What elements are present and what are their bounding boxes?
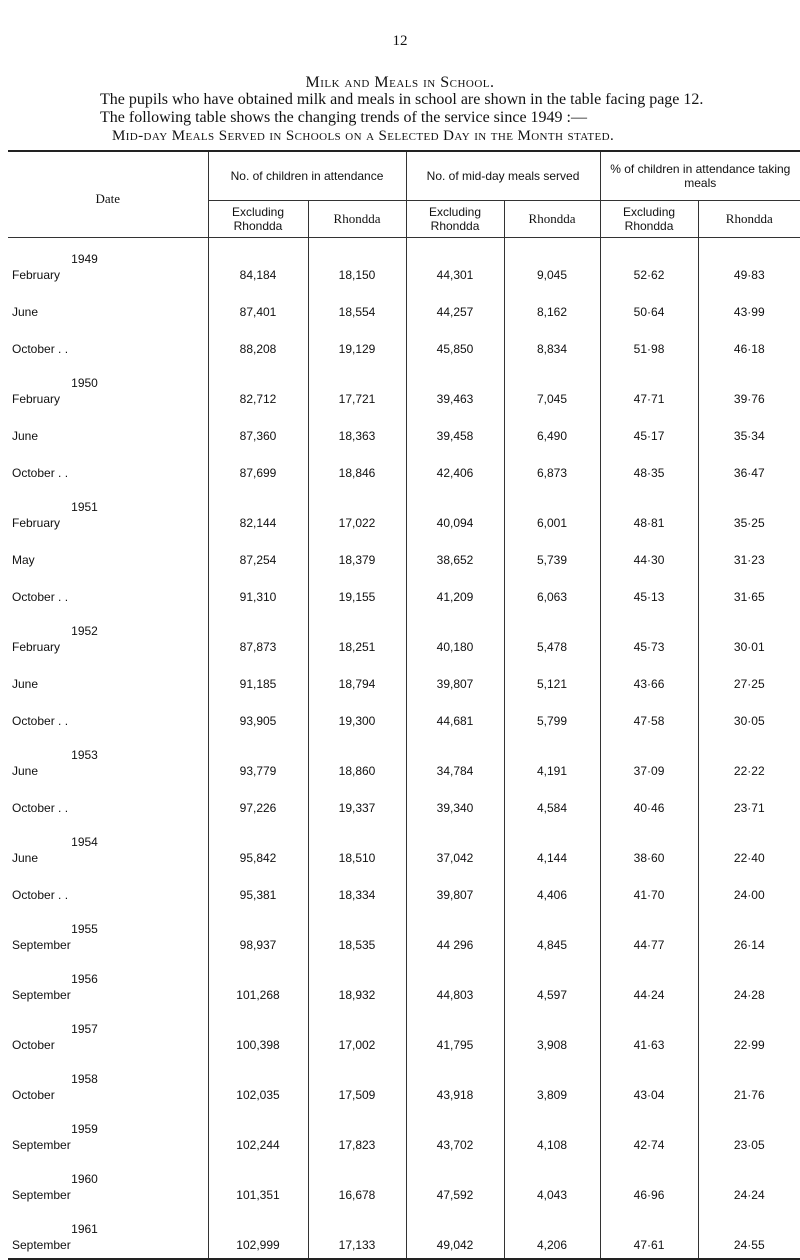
month-label: September [12,1188,71,1202]
attendance-excl-rhondda-cell: 91,310 [208,573,308,610]
percent-excl-rhondda-cell: 51·98 [600,325,698,362]
meals-excl-rhondda-cell: 44,681 [406,697,504,734]
month-label: October . . [12,888,69,902]
month-label: February [12,640,61,654]
date-cell [8,573,208,610]
date-cell [8,412,208,449]
percent-excl-rhondda-cell: 45·17 [600,412,698,449]
meals-excl-rhondda-cell: 44,257 [406,288,504,325]
attendance-excl-rhondda-cell: 101,351 [208,1158,308,1208]
attendance-excl-rhondda-cell: 102,244 [208,1108,308,1158]
year-label: 1950 [71,376,98,390]
meals-excl-rhondda-cell: 44,301 [406,238,504,288]
year-label: 1949 [71,252,98,266]
year-label: 1953 [71,748,98,762]
attendance-excl-rhondda-cell: 102,035 [208,1058,308,1108]
meals-excl-rhondda-cell: 40,094 [406,486,504,536]
table-row [8,660,800,697]
meals-excl-rhondda-cell: 44 296 [406,908,504,958]
month-label: June [12,851,39,865]
attendance-rhondda-cell: 18,363 [308,412,406,449]
meals-excl-rhondda-cell: 39,807 [406,660,504,697]
attendance-excl-rhondda-cell: 87,699 [208,449,308,486]
attendance-rhondda-cell: 17,133 [308,1208,406,1258]
header-rhondda: Rhondda [504,201,600,238]
percent-rhondda-cell: 21·76 [698,1058,800,1108]
meals-excl-rhondda-cell: 38,652 [406,536,504,573]
meals-excl-rhondda-cell: 43,918 [406,1058,504,1108]
date-cell [8,362,208,412]
attendance-rhondda-cell: 19,337 [308,784,406,821]
table-row [8,871,800,908]
year-label: 1961 [71,1222,98,1236]
attendance-rhondda-cell: 18,932 [308,958,406,1008]
percent-excl-rhondda-cell: 45·13 [600,573,698,610]
meals-rhondda-cell: 5,478 [504,610,600,660]
meals-excl-rhondda-cell: 41,209 [406,573,504,610]
percent-excl-rhondda-cell: 42·74 [600,1108,698,1158]
meals-excl-rhondda-cell: 42,406 [406,449,504,486]
header-date: Date [95,191,121,206]
percent-rhondda-cell: 24·24 [698,1158,800,1208]
percent-rhondda-cell: 39·76 [698,362,800,412]
meals-excl-rhondda-cell: 39,458 [406,412,504,449]
table-row [8,573,800,610]
attendance-rhondda-cell: 18,379 [308,536,406,573]
header-rhondda: Rhondda [308,201,406,238]
page-number: 12 [392,33,408,49]
attendance-excl-rhondda-cell: 88,208 [208,325,308,362]
date-cell [8,536,208,573]
table-row [8,362,800,412]
attendance-rhondda-cell: 19,300 [308,697,406,734]
attendance-excl-rhondda-cell: 91,185 [208,660,308,697]
percent-rhondda-cell: 35·34 [698,412,800,449]
meals-rhondda-cell: 8,162 [504,288,600,325]
attendance-excl-rhondda-cell: 84,184 [208,238,308,288]
date-cell [8,486,208,536]
percent-rhondda-cell: 35·25 [698,486,800,536]
percent-excl-rhondda-cell: 44·77 [600,908,698,958]
month-label: June [12,429,39,443]
percent-excl-rhondda-cell: 47·58 [600,697,698,734]
percent-excl-rhondda-cell: 44·30 [600,536,698,573]
attendance-excl-rhondda-cell: 95,381 [208,871,308,908]
percent-rhondda-cell: 24·00 [698,871,800,908]
table-row [8,449,800,486]
meals-excl-rhondda-cell: 34,784 [406,734,504,784]
attendance-rhondda-cell: 18,334 [308,871,406,908]
section-heading: Milk and Meals in School. [305,74,495,91]
year-label: 1956 [71,972,98,986]
month-label: June [12,677,39,691]
meals-excl-rhondda-cell: 49,042 [406,1208,504,1258]
month-label: February [12,516,61,530]
date-cell [8,288,208,325]
attendance-excl-rhondda-cell: 93,779 [208,734,308,784]
percent-excl-rhondda-cell: 43·04 [600,1058,698,1108]
meals-excl-rhondda-cell: 45,850 [406,325,504,362]
meals-rhondda-cell: 6,490 [504,412,600,449]
table-row [8,784,800,821]
percent-rhondda-cell: 46·18 [698,325,800,362]
meals-rhondda-cell: 3,908 [504,1008,600,1058]
month-label: October [12,1038,55,1052]
header-excluding-rhondda: Excluding Rhondda [406,201,504,238]
table-row [8,1058,800,1108]
percent-excl-rhondda-cell: 46·96 [600,1158,698,1208]
attendance-excl-rhondda-cell: 102,999 [208,1208,308,1258]
attendance-rhondda-cell: 17,823 [308,1108,406,1158]
percent-excl-rhondda-cell: 48·35 [600,449,698,486]
attendance-rhondda-cell: 19,155 [308,573,406,610]
percent-excl-rhondda-cell: 43·66 [600,660,698,697]
month-label: October . . [12,590,69,604]
percent-rhondda-cell: 36·47 [698,449,800,486]
percent-excl-rhondda-cell: 47·61 [600,1208,698,1258]
table-row [8,1158,800,1208]
percent-rhondda-cell: 30·01 [698,610,800,660]
table-row [8,486,800,536]
header-meals-served: No. of mid-day meals served [406,152,600,201]
meals-excl-rhondda-cell: 41,795 [406,1008,504,1058]
date-cell [8,325,208,362]
percent-rhondda-cell: 26·14 [698,908,800,958]
date-cell [8,1058,208,1108]
month-label: September [12,938,71,952]
date-cell [8,697,208,734]
meals-rhondda-cell: 5,739 [504,536,600,573]
table-row [8,325,800,362]
meals-excl-rhondda-cell: 37,042 [406,821,504,871]
percent-rhondda-cell: 22·22 [698,734,800,784]
meals-excl-rhondda-cell: 44,803 [406,958,504,1008]
percent-rhondda-cell: 24·55 [698,1208,800,1258]
table-row [8,1208,800,1258]
meals-rhondda-cell: 4,406 [504,871,600,908]
attendance-rhondda-cell: 17,509 [308,1058,406,1108]
percent-excl-rhondda-cell: 50·64 [600,288,698,325]
date-cell [8,660,208,697]
attendance-rhondda-cell: 18,510 [308,821,406,871]
meals-table [8,152,800,1258]
meals-rhondda-cell: 6,873 [504,449,600,486]
meals-rhondda-cell: 6,001 [504,486,600,536]
percent-excl-rhondda-cell: 37·09 [600,734,698,784]
table-body [8,238,800,1258]
meals-rhondda-cell: 8,834 [504,325,600,362]
month-label: October [12,1088,55,1102]
meals-rhondda-cell: 4,597 [504,958,600,1008]
table-title: Mid-day Meals Served in Schools on a Selected Day in the Month stated. [112,128,615,144]
percent-excl-rhondda-cell: 41·70 [600,871,698,908]
percent-rhondda-cell: 23·71 [698,784,800,821]
date-cell [8,449,208,486]
meals-rhondda-cell: 9,045 [504,238,600,288]
month-label: October . . [12,342,69,356]
meals-rhondda-cell: 4,845 [504,908,600,958]
header-attendance: No. of children in attendance [208,152,406,201]
trend-paragraph: The following table shows the changing trends of the service since 1949 :— [100,109,587,126]
meals-rhondda-cell: 4,584 [504,784,600,821]
month-label: June [12,305,39,319]
percent-excl-rhondda-cell: 38·60 [600,821,698,871]
attendance-excl-rhondda-cell: 97,226 [208,784,308,821]
meals-excl-rhondda-cell: 39,463 [406,362,504,412]
attendance-excl-rhondda-cell: 82,144 [208,486,308,536]
attendance-excl-rhondda-cell: 87,360 [208,412,308,449]
year-label: 1954 [71,835,98,849]
attendance-rhondda-cell: 17,002 [308,1008,406,1058]
meals-excl-rhondda-cell: 39,807 [406,871,504,908]
date-cell [8,871,208,908]
month-label: February [12,268,61,282]
attendance-rhondda-cell: 18,150 [308,238,406,288]
header-excluding-rhondda: Excluding Rhondda [208,201,308,238]
year-label: 1959 [71,1122,98,1136]
percent-excl-rhondda-cell: 47·71 [600,362,698,412]
meals-excl-rhondda-cell: 39,340 [406,784,504,821]
date-cell [8,1158,208,1208]
percent-rhondda-cell: 27·25 [698,660,800,697]
attendance-excl-rhondda-cell: 100,398 [208,1008,308,1058]
percent-rhondda-cell: 49·83 [698,238,800,288]
attendance-rhondda-cell: 17,022 [308,486,406,536]
meals-rhondda-cell: 6,063 [504,573,600,610]
table-row [8,1108,800,1158]
month-label: October . . [12,801,69,815]
attendance-excl-rhondda-cell: 82,712 [208,362,308,412]
year-label: 1958 [71,1072,98,1086]
date-cell [8,958,208,1008]
meals-rhondda-cell: 3,809 [504,1058,600,1108]
meals-excl-rhondda-cell: 43,702 [406,1108,504,1158]
month-label: September [12,1238,71,1252]
percent-rhondda-cell: 30·05 [698,697,800,734]
date-cell [8,238,208,288]
percent-rhondda-cell: 24·28 [698,958,800,1008]
header-excluding-rhondda: Excluding Rhondda [600,201,698,238]
percent-excl-rhondda-cell: 41·63 [600,1008,698,1058]
meals-excl-rhondda-cell: 40,180 [406,610,504,660]
attendance-rhondda-cell: 19,129 [308,325,406,362]
meals-rhondda-cell: 4,144 [504,821,600,871]
meals-rhondda-cell: 4,206 [504,1208,600,1258]
table-row [8,908,800,958]
percent-rhondda-cell: 22·99 [698,1008,800,1058]
header-rhondda: Rhondda [698,201,800,238]
meals-rhondda-cell: 5,121 [504,660,600,697]
percent-rhondda-cell: 22·40 [698,821,800,871]
table-row [8,697,800,734]
month-label: February [12,392,61,406]
date-cell [8,734,208,784]
year-label: 1951 [71,500,98,514]
month-label: September [12,988,71,1002]
meals-table-wrapper [8,150,800,1260]
table-row [8,958,800,1008]
attendance-rhondda-cell: 18,535 [308,908,406,958]
meals-rhondda-cell: 4,191 [504,734,600,784]
header-percent-taking: % of children in attendance taking meals [600,152,800,201]
attendance-excl-rhondda-cell: 87,254 [208,536,308,573]
date-cell [8,821,208,871]
attendance-rhondda-cell: 18,860 [308,734,406,784]
year-label: 1957 [71,1022,98,1036]
attendance-excl-rhondda-cell: 87,873 [208,610,308,660]
percent-excl-rhondda-cell: 45·73 [600,610,698,660]
intro-paragraph: The pupils who have obtained milk and meals in school are shown in the table facing page 12. [100,91,704,108]
month-label: May [12,553,35,567]
date-cell [8,1008,208,1058]
percent-rhondda-cell: 43·99 [698,288,800,325]
table-row [8,536,800,573]
meals-rhondda-cell: 7,045 [504,362,600,412]
attendance-excl-rhondda-cell: 87,401 [208,288,308,325]
year-label: 1960 [71,1172,98,1186]
percent-rhondda-cell: 31·65 [698,573,800,610]
date-cell [8,1208,208,1258]
date-cell [8,784,208,821]
meals-rhondda-cell: 4,043 [504,1158,600,1208]
table-row [8,288,800,325]
month-label: October . . [12,466,69,480]
meals-rhondda-cell: 5,799 [504,697,600,734]
year-label: 1952 [71,624,98,638]
month-label: June [12,764,39,778]
attendance-rhondda-cell: 18,846 [308,449,406,486]
attendance-rhondda-cell: 17,721 [308,362,406,412]
attendance-excl-rhondda-cell: 93,905 [208,697,308,734]
year-label: 1955 [71,922,98,936]
percent-rhondda-cell: 23·05 [698,1108,800,1158]
table-row [8,821,800,871]
attendance-excl-rhondda-cell: 98,937 [208,908,308,958]
attendance-excl-rhondda-cell: 101,268 [208,958,308,1008]
table-row [8,734,800,784]
month-label: September [12,1138,71,1152]
month-label: October . . [12,714,69,728]
date-cell [8,908,208,958]
meals-excl-rhondda-cell: 47,592 [406,1158,504,1208]
percent-excl-rhondda-cell: 48·81 [600,486,698,536]
percent-rhondda-cell: 31·23 [698,536,800,573]
date-cell [8,1108,208,1158]
percent-excl-rhondda-cell: 40·46 [600,784,698,821]
attendance-rhondda-cell: 18,554 [308,288,406,325]
attendance-rhondda-cell: 18,794 [308,660,406,697]
table-row [8,238,800,288]
attendance-excl-rhondda-cell: 95,842 [208,821,308,871]
table-row [8,1008,800,1058]
date-cell [8,610,208,660]
table-row [8,610,800,660]
meals-rhondda-cell: 4,108 [504,1108,600,1158]
percent-excl-rhondda-cell: 52·62 [600,238,698,288]
percent-excl-rhondda-cell: 44·24 [600,958,698,1008]
attendance-rhondda-cell: 16,678 [308,1158,406,1208]
table-row [8,412,800,449]
attendance-rhondda-cell: 18,251 [308,610,406,660]
